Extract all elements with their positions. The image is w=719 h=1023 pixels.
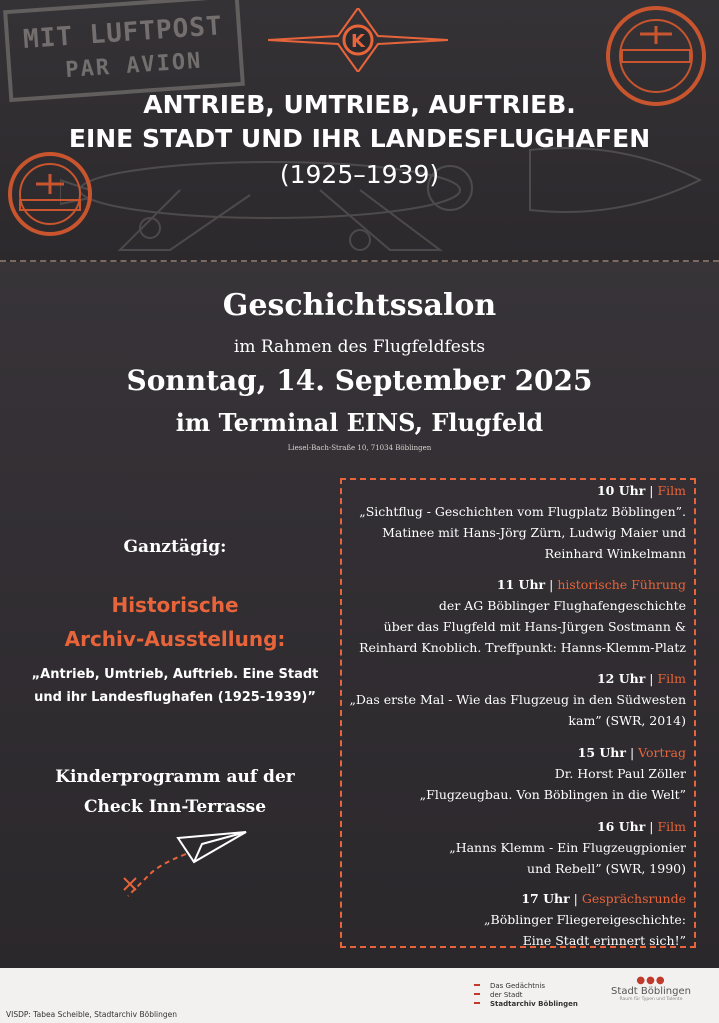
program-item: 15 Uhr | Vortrag Dr. Horst Paul Zöller „Flugzeugbau. Von Böblingen in die Welt” — [420, 742, 686, 805]
program-item: 11 Uhr | historische Führung der AG Böblinger Flughafengeschichte über das Flugfeld mit Hans-Jürgen Sostmann & Reinhard Knoblich. Treffpunkt: Hanns-Klemm-Platz — [359, 574, 686, 658]
header-title-line1: ANTRIEB, UMTRIEB, AUFTRIEB. — [143, 90, 576, 119]
program-desc-line: „Das erste Mal - Wie das Flugzeug in den Südwesten — [349, 692, 686, 707]
exhibition-title-line2: und ihr Landesflughafen (1925-1939)” — [34, 690, 316, 705]
program-time: 16 Uhr — [596, 819, 646, 834]
program-time: 11 Uhr — [496, 577, 546, 592]
program-type: Film — [657, 483, 686, 498]
program-desc-line: Dr. Horst Paul Zöller — [554, 766, 686, 781]
program-type: Film — [657, 819, 686, 834]
exhibition-title — [20, 663, 330, 709]
exhibition-heading-line2: Archiv-Ausstellung: — [64, 627, 286, 651]
airmail-stamp-line2: PAR AVION — [64, 48, 204, 84]
program-desc-line: Reinhard Knoblich. Treffpunkt: Hanns-Klemm-Platz — [359, 640, 686, 655]
program-time: 10 Uhr — [596, 483, 646, 498]
program-desc-line: und Rebell” (SWR, 1990) — [527, 861, 686, 876]
event-location: im Terminal EINS, Flugfeld — [175, 408, 544, 437]
program-type: Film — [657, 671, 686, 686]
event-context: im Rahmen des Flugfeldfests — [233, 337, 486, 357]
star-logo-icon — [268, 8, 448, 72]
program-box — [340, 478, 696, 948]
kids-program-line1: Kinderprogramm auf der — [55, 767, 295, 787]
divider — [0, 260, 719, 262]
paper-plane-icon — [120, 818, 250, 902]
program-type: historische Führung — [557, 577, 686, 592]
city-dots-icon: ●●● — [636, 975, 666, 986]
visdp-note: VISDP: Tabea Scheible, Stadtarchiv Böblingen — [6, 1010, 178, 1019]
header-banner — [0, 0, 719, 262]
program-desc-line: „Böblinger Fliegereigeschichte: — [484, 912, 686, 927]
airmail-stamp — [3, 0, 245, 102]
program-item: 10 Uhr | Film „Sichtflug - Geschichten vom Flugplatz Böblingen”. Matinee mit Hans-Jörg Zürn, Ludwig Maier und Reinhard Winkelmann — [359, 480, 686, 564]
header-years: (1925–1939) — [279, 160, 440, 189]
program-type: Gesprächsrunde — [581, 891, 686, 906]
program-item: 17 Uhr | Gesprächsrunde „Böblinger Fliegereigeschichte: Eine Stadt erinnert sich!” — [484, 888, 686, 951]
program-time: 12 Uhr — [596, 671, 646, 686]
event-date: Sonntag, 14. September 2025 — [126, 364, 593, 397]
program-item: 12 Uhr | Film „Das erste Mal - Wie das Flugzeug in den Südwesten kam” (SWR, 2014) — [349, 668, 686, 731]
stadtarchiv-line2: der Stadt — [490, 991, 523, 999]
event-address: Liesel-Bach-Straße 10, 71034 Böblingen — [287, 444, 432, 452]
all-day-label: Ganztägig: — [123, 537, 227, 557]
program-item: 16 Uhr | Film „Hanns Klemm - Ein Flugzeugpionier und Rebell” (SWR, 1990) — [449, 816, 686, 879]
program-time: 17 Uhr — [521, 891, 570, 906]
program-desc-line: „Hanns Klemm - Ein Flugzeugpionier — [449, 840, 686, 855]
exhibition-heading-line1: Historische — [111, 593, 239, 617]
stadtarchiv-line1: Das Gedächtnis — [490, 982, 546, 990]
stadtarchiv-bars-icon — [474, 982, 480, 1012]
event-title: Geschichtssalon — [222, 288, 497, 323]
exhibition-title-line1: „Antrieb, Umtrieb, Auftrieb. Eine Stadt — [31, 667, 319, 682]
program-desc-line: „Sichtflug - Geschichten vom Flugplatz Böblingen”. — [359, 504, 686, 519]
program-time: 15 Uhr — [577, 745, 626, 760]
stadtarchiv-logo — [474, 982, 584, 1012]
svg-text:K: K — [351, 31, 365, 52]
kids-program-line2: Check Inn-Terrasse — [83, 797, 267, 817]
airmail-stamp-line1: MIT LUFTPOST — [22, 11, 224, 55]
program-type: Vortrag — [638, 745, 686, 760]
program-desc-line: „Flugzeugbau. Von Böblingen in die Welt” — [419, 787, 686, 802]
program-desc-line: Matinee mit Hans-Jörg Zürn, Ludwig Maier und — [382, 525, 686, 540]
header-title-line2: EINE STADT UND IHR LANDESFLUGHAFEN — [68, 124, 651, 153]
stadtarchiv-line3: Stadtarchiv Böblingen — [490, 1000, 578, 1008]
stadt-boeblingen-logo — [606, 976, 696, 1016]
stadt-name: Stadt Böblingen — [611, 986, 691, 997]
program-desc-line: der AG Böblinger Flughafengeschichte — [438, 598, 686, 613]
program-desc-line: Reinhard Winkelmann — [544, 546, 686, 561]
program-desc-line: kam” (SWR, 2014) — [568, 713, 686, 728]
stadt-slogan: Raum für Typen und Talente — [619, 997, 683, 1002]
kids-program — [20, 762, 330, 822]
program-desc-line: über das Flugfeld mit Hans-Jürgen Sostmann & — [383, 619, 686, 634]
program-desc-line: Eine Stadt erinnert sich!” — [522, 933, 686, 948]
